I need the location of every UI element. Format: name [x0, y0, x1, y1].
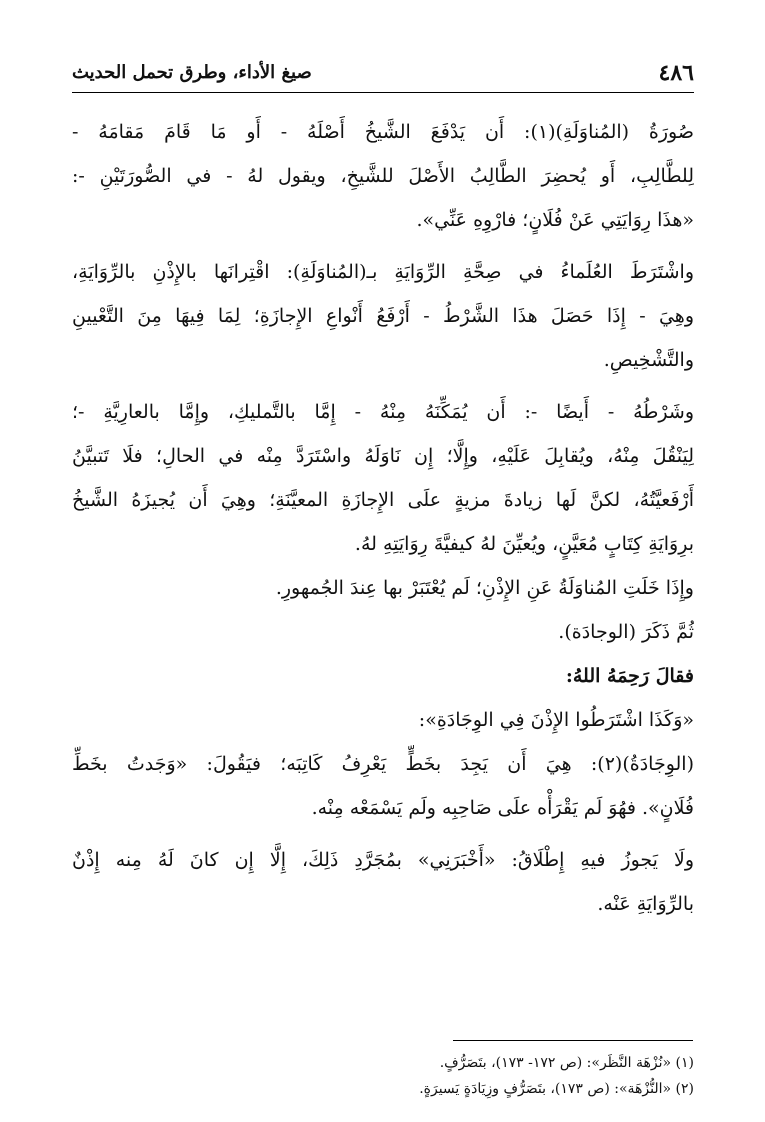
text-line: بالرِّوَايَةِ عَنْه.: [597, 893, 694, 915]
text-line: فُلَانٍ». فهُوَ لَم يَقْرَأْه علَى صَاحِبِه ولَم يَسْمَعْه مِنْه.: [311, 797, 694, 819]
text-line: لِيَنْقُلَ مِنْهُ، ويُقابِلَ عَلَيْهِ، وإِلَّا؛ إِن نَاوَلَهُ واسْتَرَدَّ مِنْه في الحالِ؛ فلَا تَتبيَّنُ: [72, 445, 694, 467]
footnote: (١) «نُزْهَة النَّظَر»: (ص ١٧٢- ١٧٣)، بتَصَرُّفٍ.: [439, 1055, 694, 1071]
section-subheading: فقالَ رَحِمَهُ اللهُ:: [565, 665, 694, 687]
quoted-matn: «وَكَذَا اشْتَرَطُوا الإِذْنَ فِي الوِجَادَةِ»:: [418, 709, 694, 731]
main-text: [72, 110, 694, 926]
text-line: أَرْفَعيَّتُهُ، لكنَّ لَها زيادةَ مزيةٍ علَى الإِجازَةِ المعيَّنَةِ؛ وهِيَ أَن يُجيزَهُ الشَّيخُ: [72, 489, 694, 511]
footnotes: [72, 1050, 694, 1102]
text-line: (الوِجَادَةُ)(٢): هِيَ أَن يَجِدَ بخَطٍّ يَعْرِفُ كَاتِبَه؛ فيَقُولَ: «وَجَدتُ بخَطِّ: [72, 753, 694, 775]
text-line: «هذَا رِوَايَتِي عَنْ فُلَانٍ؛ فارْوِهِ عَنِّي».: [416, 209, 694, 231]
page-number: ٤٨٦: [658, 60, 694, 86]
text-line: ولَا يَجوزُ فيهِ إِطْلَاقُ: «أَخْبَرَنِي» بمُجَرَّدِ ذَلِكَ، إِلَّا إِن كانَ لَهُ مِنه إِذْنٌ: [72, 849, 694, 871]
running-title: صيغ الأداء، وطرق تحمل الحديث: [72, 62, 312, 83]
text-line: وشَرْطُهُ - أَيضًا -: أَن يُمَكِّنَهُ مِنْهُ - إِمَّا بالتَّمليكِ، وإِمَّا بالعارِيَّةِ -؛: [72, 401, 694, 423]
page-header: [72, 52, 694, 93]
text-line: وإِذَا خَلَتِ المُناوَلَةُ عَنِ الإِذْنِ؛ لَم يُعْتَبَرْ بها عِندَ الجُمهورِ.: [275, 577, 694, 599]
text-line: لِلطَّالِبِ، أَو يُحضِرَ الطَّالِبُ الأَصْلَ للشَّيخِ، ويقول لهُ - في الصُّورَتَيْنِ -:: [72, 165, 694, 187]
footnote: (٢) «النُّزْهَة»: (ص ١٧٣)، بتَصَرُّفٍ وزِيَادَةٍ يَسيرَةٍ.: [419, 1081, 694, 1097]
text-line: وهِيَ - إِذَا حَصَلَ هذَا الشَّرْطُ - أَرْفَعُ أَنْواعِ الإِجازَةِ؛ لِمَا فِيهَا مِنَ التَّعْيينِ: [72, 305, 694, 327]
text-line: برِوَايَةِ كِتَابٍ مُعَيَّنٍ، ويُعيِّنَ لهُ كيفيَّةَ رِوَايَتِهِ لهُ.: [354, 533, 694, 555]
text-line: ثُمَّ ذَكَرَ (الوجادَة).: [558, 621, 694, 643]
footnote-separator: [453, 1040, 693, 1041]
text-line: واشْتَرَطَ العُلَماءُ في صِحَّةِ الرِّوَايَةِ بـ(المُناوَلَةِ): اقْتِرانَها بالإِذْنِ بالرِّوَايَةِ،: [72, 261, 694, 283]
text-line: والتَّشْخِيصِ.: [603, 349, 694, 371]
text-line: صُورَةُ (المُناوَلَةِ)(١): أَن يَدْفَعَ الشَّيخُ أَصْلَهُ - أَو مَا قَامَ مَقامَهُ -: [72, 121, 694, 143]
